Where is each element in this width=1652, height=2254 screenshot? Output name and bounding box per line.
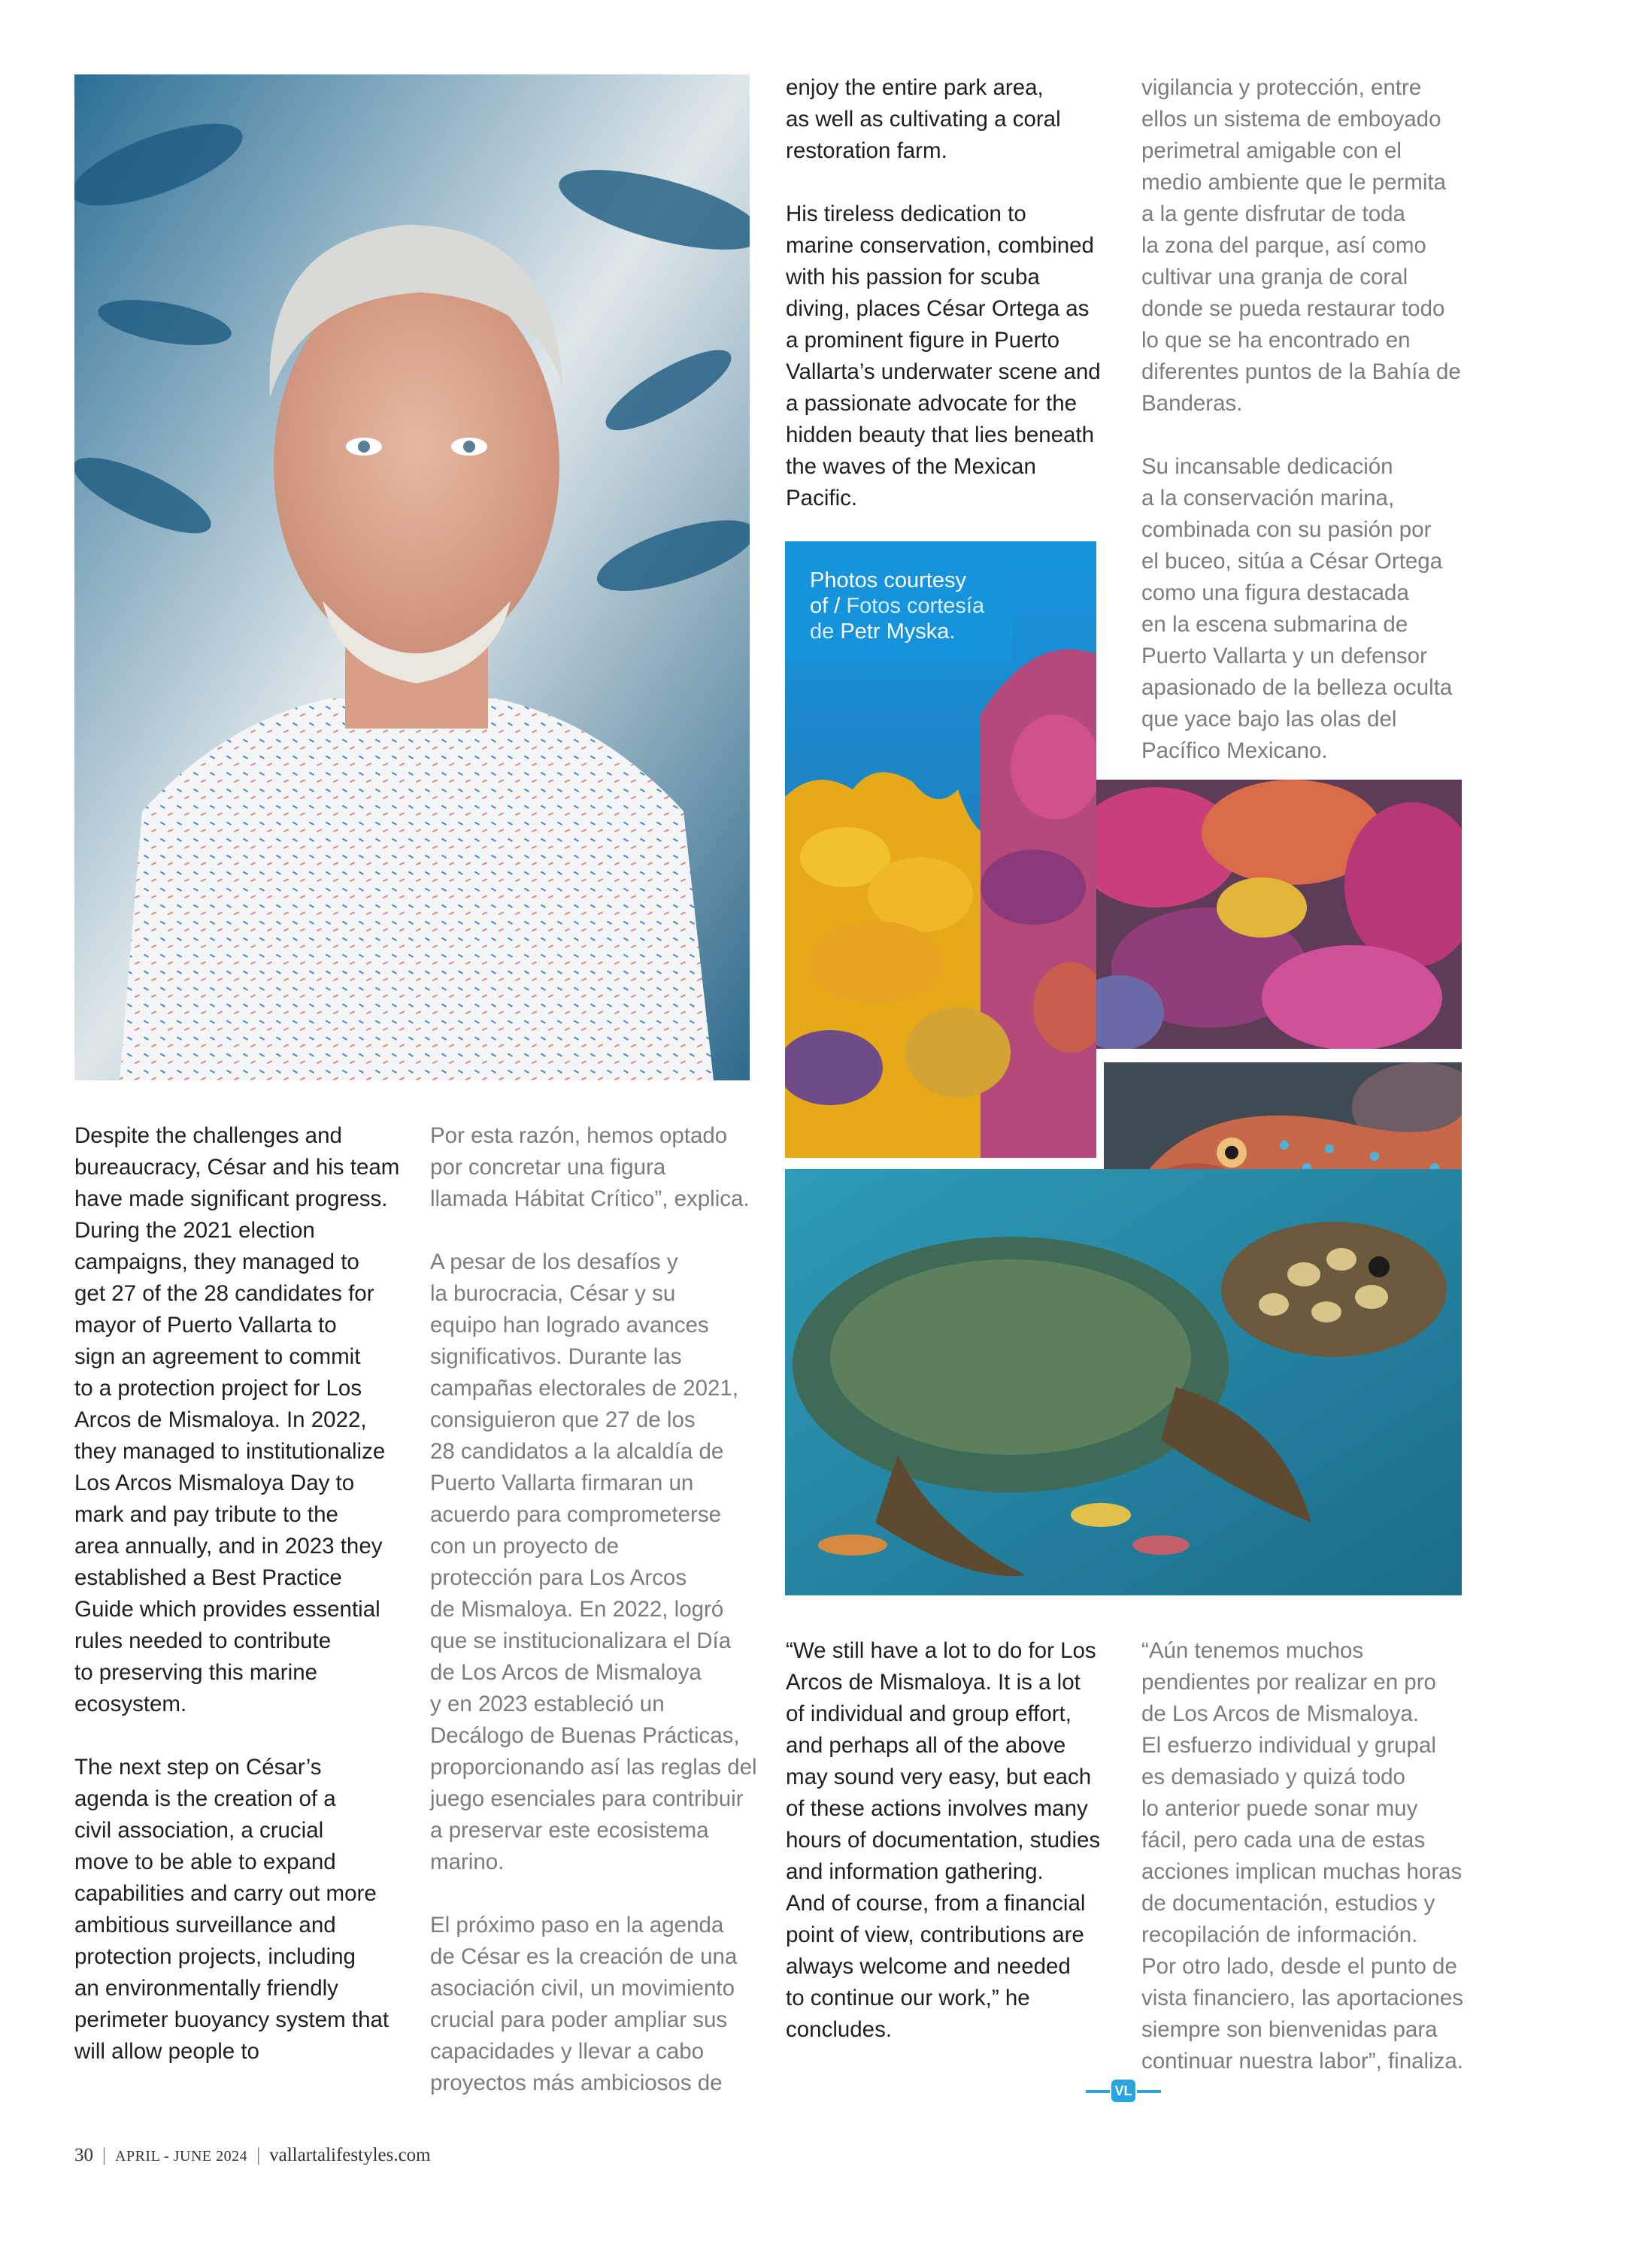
website-link[interactable]: vallartalifestyles.com xyxy=(269,2145,431,2165)
caption-fotos: Fotos cortesía xyxy=(846,594,985,618)
page-footer xyxy=(74,2145,431,2166)
caption-line-1: Photos courtesy xyxy=(810,568,966,592)
caption-of: of / xyxy=(810,594,841,618)
article-text-en-left: Despite the challenges and bureaucracy, César and his team have made significant progress. During the 2021 election campaigns, they managed to get 27 of the 28 candidates for mayor of Puerto Vallarta to sign an agreement to commit to a protection project for Los Arcos de Mismaloya. In 2022, they managed to institutionalize Los Arcos Mismaloya Day to mark and pay tribute to the area annually, and in 2023 they established a Best Practice Guide which provides essential rules needed to contribute to preserving this marine ecosystem. The next step on César’s agenda is the creation of a civil association, a crucial move to be able to expand capabilities and carry out more ambitious surveillance and protection projects, including an environmentally friendly perimeter buoyancy system that will allow people to xyxy=(74,1123,400,2064)
article-text-en-bottom: “We still have a lot to do for Los Arcos de Mismaloya. It is a lot of individual and group effort, and perhaps all of the above may sound very easy, but each of these actions involves many hours of documentation, studies and information gathering. And of course, from a financial point of view, contributions are always welcome and needed to continue our work,” he concludes. xyxy=(786,1638,1101,2042)
article-text-es-top: vigilancia y protección, entre ellos un sistema de emboyado perimetral amigable con el medio ambiente que le permita a la gente disfrutar de toda la zona del parque, así como cultivar una granja de coral donde se pueda restaurar todo lo que se ha encontrado en diferentes puntos de la Bahía de Banderas. Su incansable dedicación a la conservación marina, combinada con su pasión por el buceo, sitúa a César Ortega como una figura destacada en la escena submarina de Puerto Vallarta y un defensor apasionado de la belleza oculta que yace bajo las olas del Pacífico Mexicano. xyxy=(1141,75,1461,763)
caption-line-3 xyxy=(810,619,984,644)
end-mark-line-left xyxy=(1086,2090,1110,2093)
end-mark-logo xyxy=(1111,2080,1135,2102)
footer-separator: | xyxy=(102,2145,107,2165)
article-text-es-left: Por esta razón, hemos optado por concretar una figura llamada Hábitat Crítico”, explica. A pesar de los desafíos y la burocracia, César y su equipo han logrado avances significativos. Durante las campañas electorales de 2021, consiguieron que 27 de los 28 candidatos a la alcaldía de Puerto Vallarta firmaran un acuerdo para comprometerse con un proyecto de protección para Los Arcos de Mismaloya. En 2022, logró que se institucionalizara el Día de Los Arcos de Mismaloya y en 2023 estableció un Decálogo de Buenas Prácticas, proporcionando así las reglas del juego esenciales para contribuir a preservar este ecosistema marino. El próximo paso en la agenda de César es la creación de una asociación civil, un movimiento crucial para poder ampliar sus capacidades y llevar a cabo proyectos más ambiciosos de xyxy=(430,1123,757,2095)
portrait-photo xyxy=(74,74,750,1080)
issue-date: APRIL - JUNE 2024 xyxy=(115,2148,248,2165)
pink-coral-photo xyxy=(1096,780,1462,1049)
caption-de: de xyxy=(810,620,835,644)
article-text-en-top: enjoy the entire park area, as well as cultivating a coral restoration farm. His tireless dedication to marine conservation, combined with his passion for scuba diving, places César Ortega as a prominent figure in Puerto Vallarta’s underwater scene and a passionate advocate for the hidden beauty that lies beneath the waves of the Mexican Pacific. xyxy=(786,75,1101,510)
caption-line-2 xyxy=(810,593,984,619)
sea-turtle-photo xyxy=(785,1169,1462,1595)
photo-credit-caption xyxy=(810,568,984,644)
page-number: 30 xyxy=(74,2145,93,2165)
end-mark-text: VL xyxy=(1114,2083,1132,2098)
footer-separator: | xyxy=(256,2145,261,2165)
end-mark-line-right xyxy=(1137,2090,1161,2093)
caption-photographer: Petr Myska. xyxy=(840,620,956,644)
article-text-es-bottom: “Aún tenemos muchos pendientes por realizar en pro de Los Arcos de Mismaloya. El esfuerzo individual y grupal es demasiado y quizá todo lo anterior puede sonar muy fácil, pero cada una de estas acciones implican muchas horas de documentación, estudios y recopilación de información. Por otro lado, desde el punto de vista financiero, las aportaciones siempre son bienvenidas para continuar nuestra labor”, finaliza. xyxy=(1141,1638,1463,2074)
